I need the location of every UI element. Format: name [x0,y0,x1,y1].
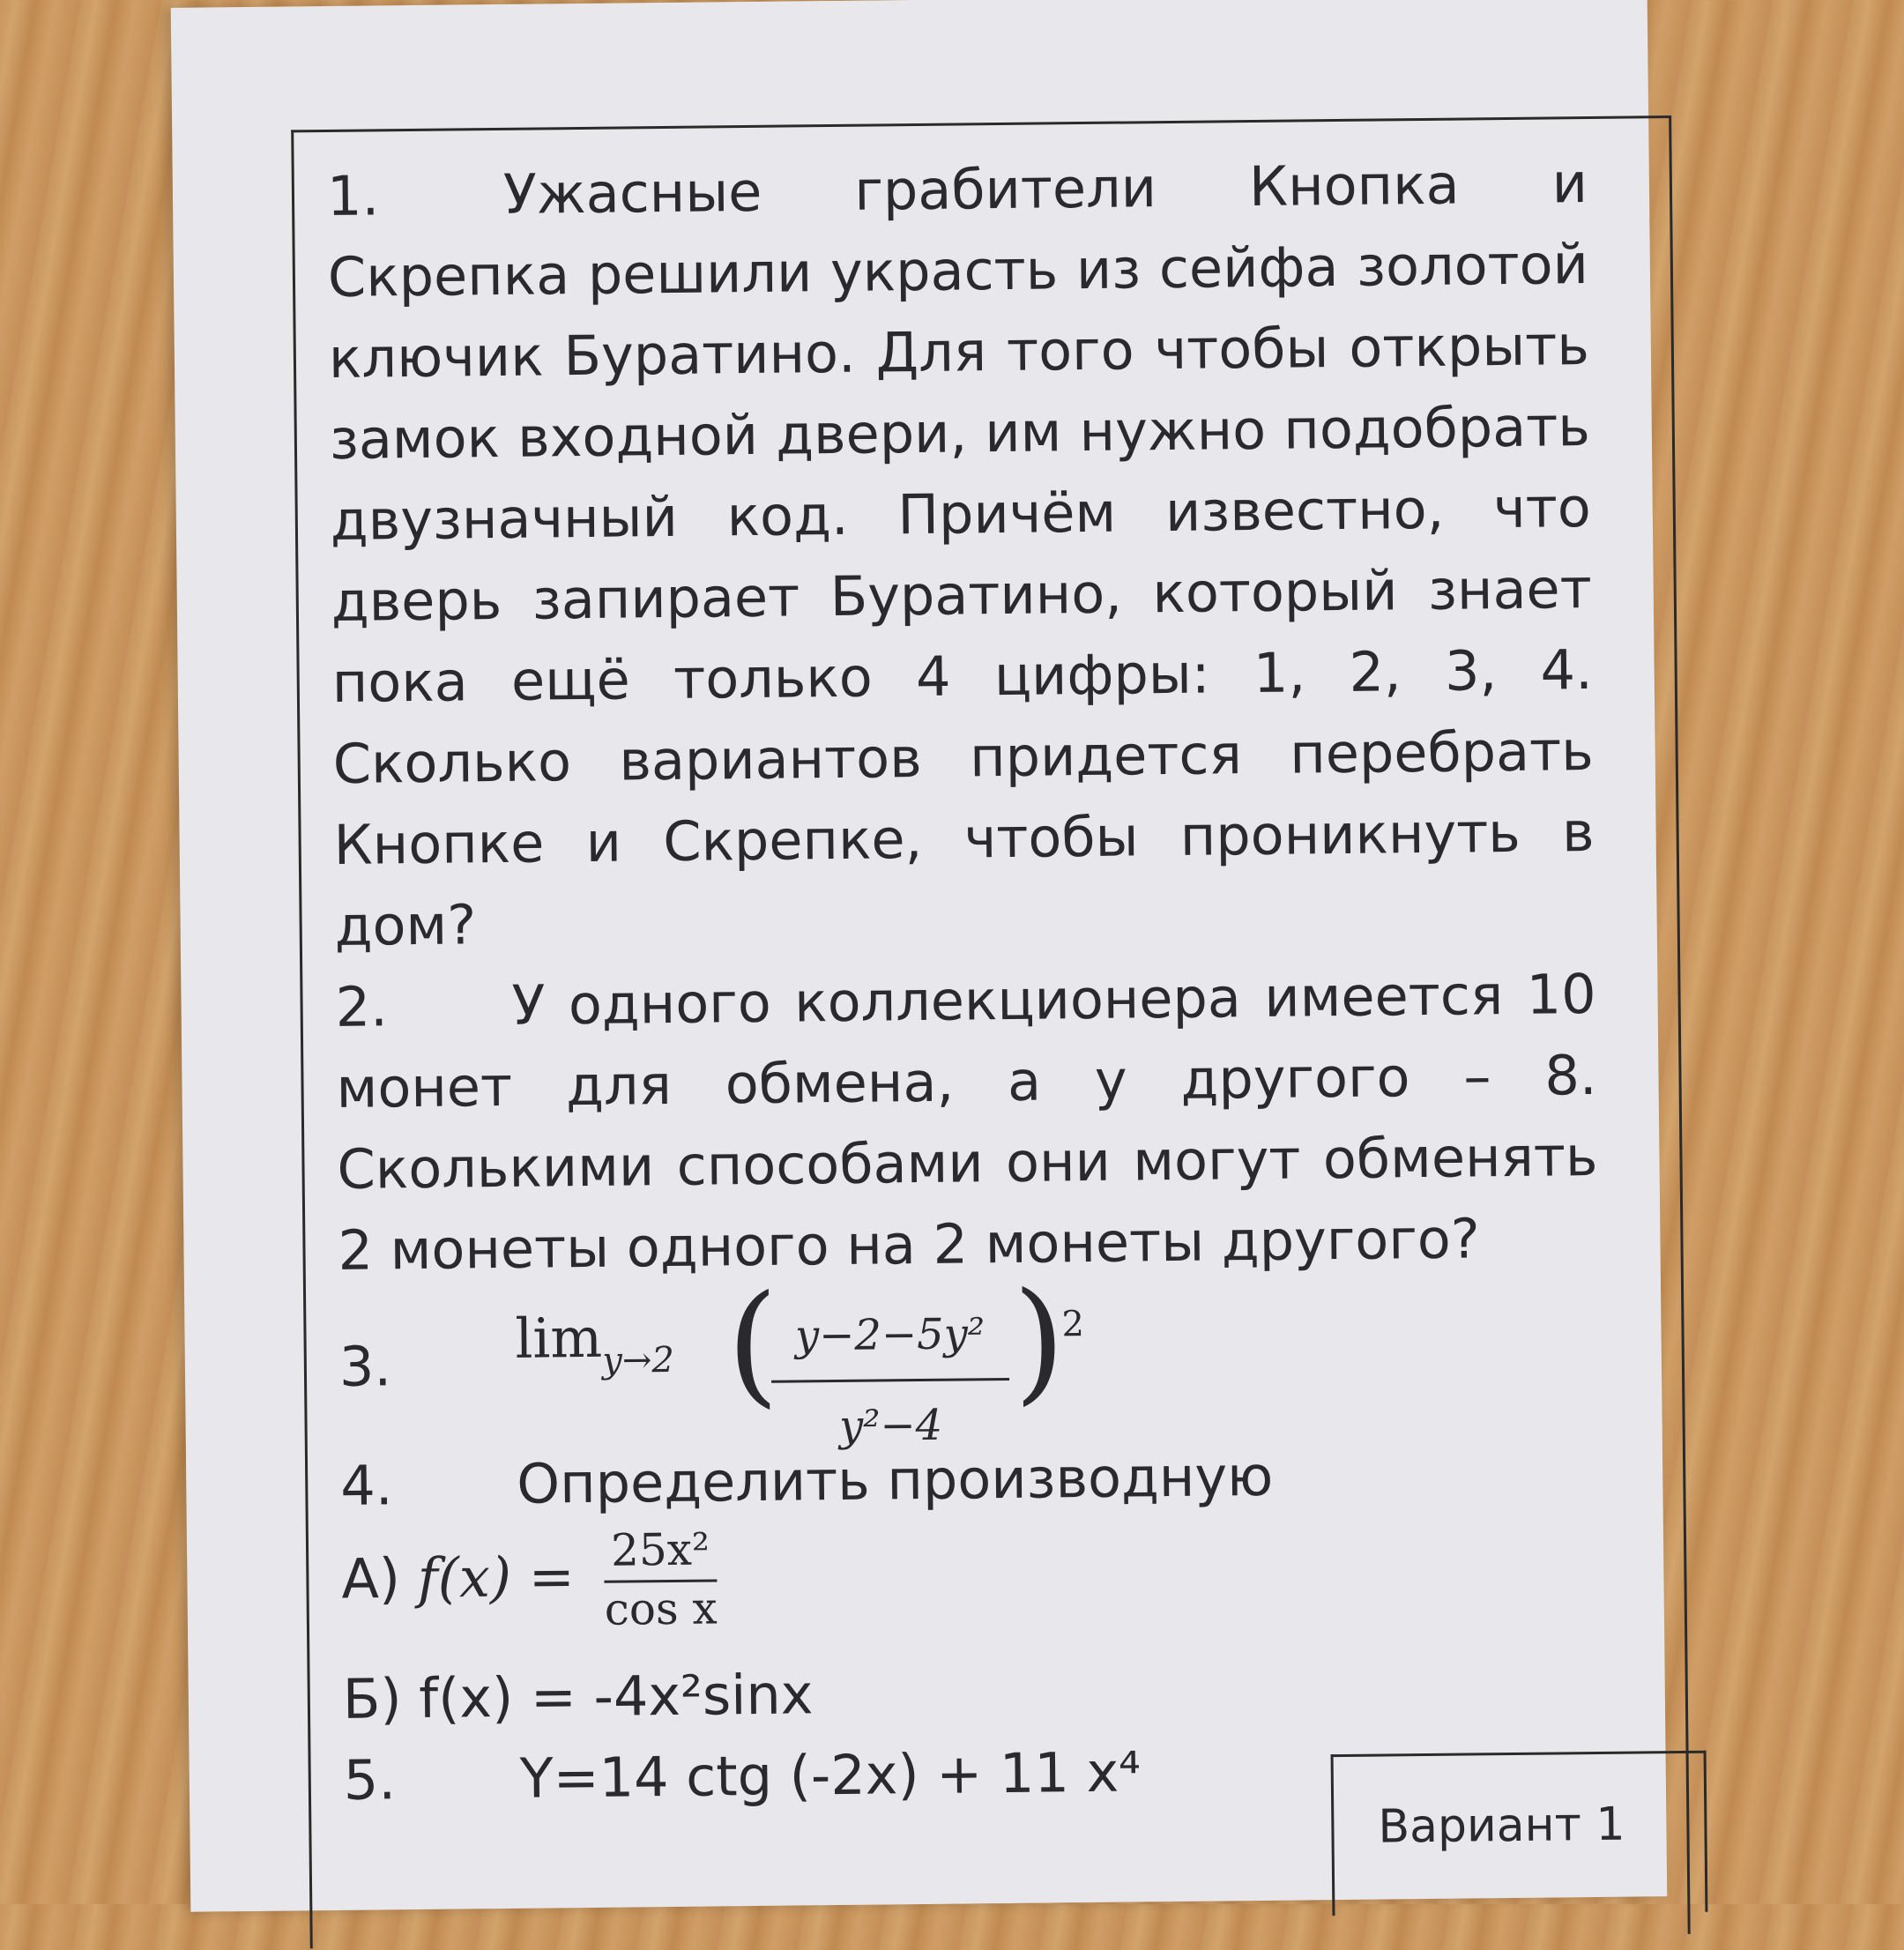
task-5-text: Y=14 ctg (-2x) + 11 x⁴ [519,1739,1142,1811]
task-4a-numerator: 25x² [604,1522,718,1582]
limit-denominator: y²−4 [838,1400,943,1451]
lim-label: lim [515,1305,603,1371]
lim-subscript: y→2 [602,1339,675,1381]
task-4a-lhs: f(x) = [417,1544,576,1611]
task-4a-label: А) [341,1545,401,1611]
left-paren: ( [725,1267,780,1422]
right-paren: ) [1012,1264,1067,1418]
task-1-text: Ужасные грабители Кнопка и Скрепка решили украсть из сейфа золотой ключик Буратино. Для того чтобы открыть замок входной двери, им нужно подобрать двузначный код. Причём известно, что дверь запирает Буратино, который знает пока ещё только 4 цифры: 1, 2, 3, 4. Сколько вариантов придется перебрать Кнопке и Скрепке, чтобы проникнуть в дом? [327,151,1595,958]
task-1 [327,143,1596,967]
limit-expression [515,1264,1085,1451]
task-4b [342,1646,1603,1740]
task-2 [335,954,1599,1291]
task-4a-denominator: cos x [604,1582,718,1635]
task-4a [341,1514,1603,1659]
task-4a-fraction [604,1522,718,1635]
variant-box [1331,1751,1708,1916]
variant-label: Вариант 1 [1378,1797,1625,1854]
task-3-number: 3. [338,1334,392,1399]
limit-numerator: y−2−5y² [770,1293,1009,1383]
paper-sheet [171,0,1668,1912]
task-list [327,143,1605,1821]
limit-power: 2 [1061,1304,1085,1345]
task-2-text: У одного коллекционера имеется 10 монет для обмена, а у другого – 8. Сколькими способами они могут обменять 2 монеты одного на 2 монеты другого? [336,961,1598,1283]
task-3 [338,1264,1601,1451]
task-4 [340,1433,1602,1527]
task-1-number: 1. [326,163,380,228]
task-5-number: 5. [343,1747,397,1812]
task-4-number: 4. [339,1453,393,1518]
task-2-number: 2. [335,974,389,1039]
task-4-text: Определить производную [516,1443,1274,1516]
task-4b-text: Б) f(x) = -4x²sinx [342,1662,814,1731]
